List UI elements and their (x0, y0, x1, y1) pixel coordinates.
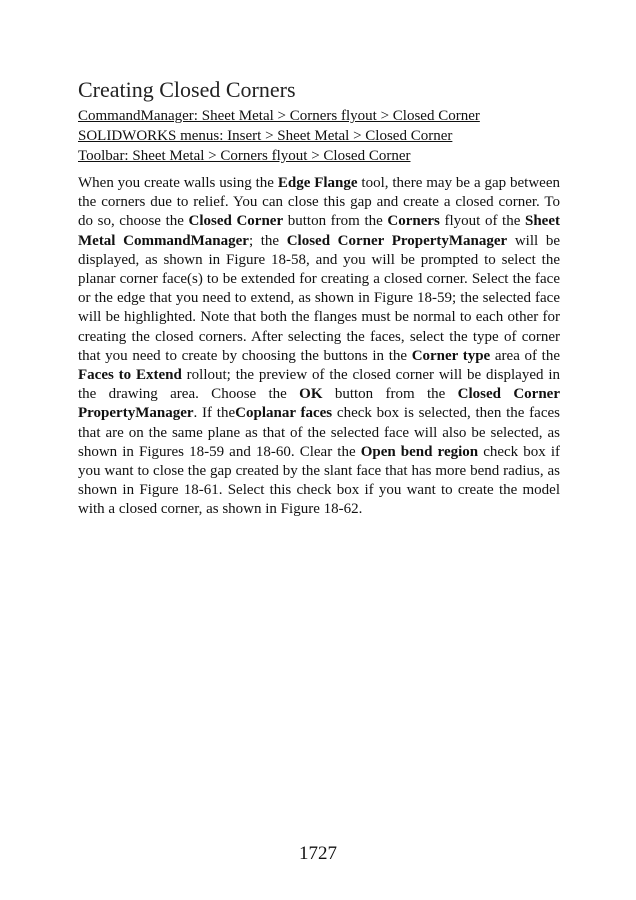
text-run: area of the (490, 347, 561, 364)
bold-term: Coplanar faces (235, 405, 333, 422)
bold-term: Closed Corner PropertyManager (78, 386, 560, 422)
bold-term: OK (299, 386, 323, 403)
bold-term: Faces to Extend (78, 367, 182, 384)
text-run: button from the (283, 213, 388, 230)
section-title: Creating Closed Corners (78, 77, 296, 102)
bold-term: Open bend region (360, 443, 479, 460)
text-run: . If the (193, 405, 236, 422)
bold-term: Edge Flange (277, 175, 358, 191)
page-content (78, 76, 560, 535)
text-run: rollout; the preview of the closed corner will be displayed in the drawing area. Choose the (78, 367, 560, 403)
bold-term: Sheet Metal CommandManager (78, 213, 560, 249)
text-run: ; the (248, 232, 287, 249)
body-paragraph (78, 174, 560, 520)
text-run: check box if you want to close the gap created by the slant face that has more bend radius, as shown in Figure 18-61. Select this check box if you want to create the model with a closed corner, as shown in Figure 18-62. (78, 443, 561, 518)
text-run: button from the (322, 386, 458, 403)
text-run: flyout of the (439, 213, 525, 230)
text-run: will be displayed, as shown in Figure 18-58, and you will be prompted to select the planar corner face(s) to be extended for creating a closed corner. Select the face or the edge that you need to extend, as shown in Figure 18-59; the selected face will be highlighted. Note that both the flanges must be normal to each other for creating the closed corners. After selecting the faces, select the type of corner that you need to create by choosing the buttons in the (78, 232, 560, 364)
commandmanager-path: CommandManager: Sheet Metal > Corners flyout > Closed Corner (78, 108, 480, 124)
bold-term: Corners (387, 213, 440, 230)
text-run: When you create walls using the (78, 175, 278, 191)
bold-term: Corner type (411, 347, 491, 364)
bold-term: Closed Corner (188, 213, 284, 230)
text-run: tool, there may be a gap between the corners due to relief. You can close this gap and create a closed corner. To do so, choose the (78, 175, 560, 230)
menu-path: SOLIDWORKS menus: Insert > Sheet Metal > Closed Corner (78, 128, 453, 144)
bold-term: Closed Corner PropertyManager (286, 232, 508, 249)
page-number: 1727 (299, 843, 337, 864)
text-run: check box is selected, then the faces that are on the same plane as that of the selected face will also be selected, as shown in Figures 18-59 and 18-60. Clear the (78, 405, 560, 460)
toolbar-path: Toolbar: Sheet Metal > Corners flyout > Closed Corner (78, 148, 411, 164)
